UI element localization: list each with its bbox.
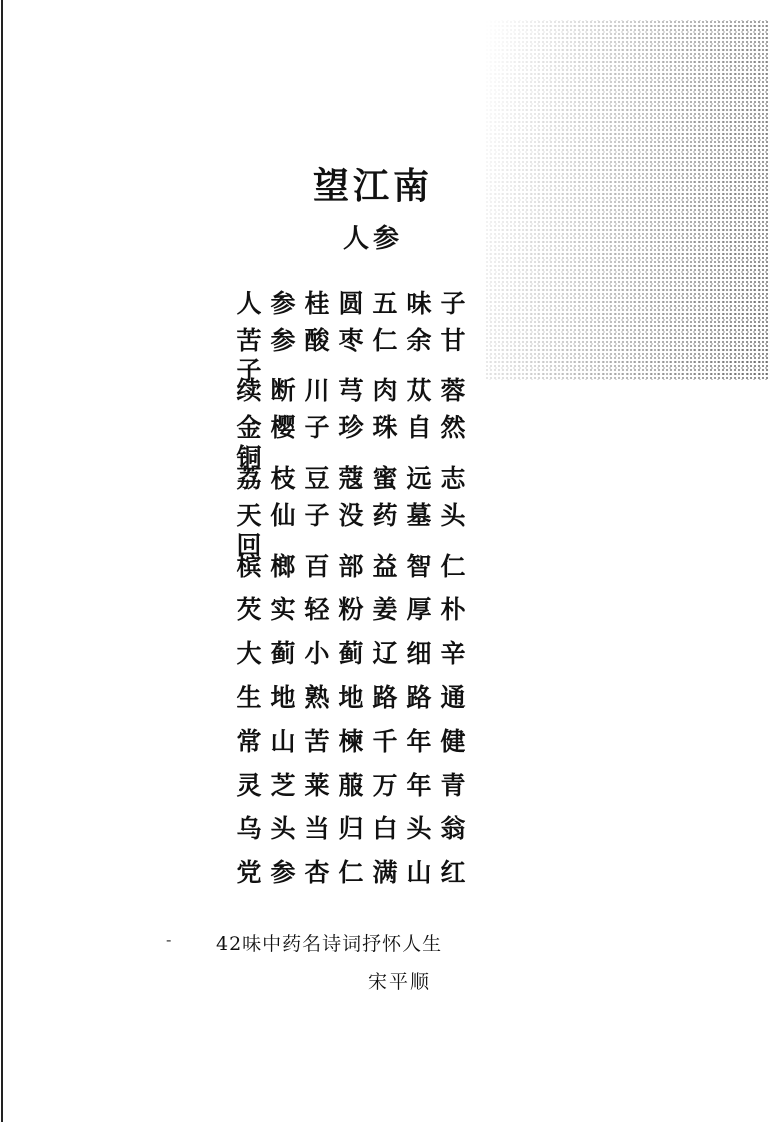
- poem-line: [232, 500, 472, 560]
- poem-char: 地: [338, 683, 364, 713]
- poem-char: 山: [270, 726, 296, 756]
- poem-char: 蓉: [440, 376, 466, 406]
- dash-mark: -: [166, 930, 172, 949]
- poem-char: 楝: [338, 726, 364, 756]
- poem-char: 芎: [338, 376, 364, 406]
- poem-char: 百: [304, 551, 330, 581]
- poem-line: [232, 413, 472, 473]
- poem-char: 辽: [372, 639, 398, 669]
- poem-char: 圆: [338, 288, 364, 318]
- poem-char: 实: [270, 595, 296, 625]
- poem-char: 辛: [440, 639, 466, 669]
- poem-char: 余: [406, 325, 432, 355]
- poem-char: 川: [304, 376, 330, 406]
- poem-char: 头: [270, 814, 296, 844]
- poem-line: [232, 457, 472, 501]
- poem-char: 天: [236, 500, 262, 530]
- poem-line: [232, 720, 472, 764]
- poem-char: 荔: [236, 464, 262, 494]
- poem-char: 仁: [372, 325, 398, 355]
- author-name: 宋平顺: [368, 971, 432, 993]
- poem-char: 益: [372, 551, 398, 581]
- poem-char: 蓟: [338, 639, 364, 669]
- poem-char: 莱: [304, 770, 330, 800]
- poem-char: 归: [338, 814, 364, 844]
- poem-line: [232, 589, 472, 633]
- poem-title: 望江南: [312, 165, 433, 207]
- poem-char: 朴: [440, 595, 466, 625]
- poem-line: [232, 676, 472, 720]
- poem-char: 部: [338, 551, 364, 581]
- poem-char: 路: [372, 683, 398, 713]
- poem-line: [232, 851, 472, 895]
- poem-char: 小: [304, 639, 330, 669]
- poem-char: 蔻: [338, 464, 364, 494]
- poem-char: 当: [304, 814, 330, 844]
- poem-char: 子: [236, 355, 262, 385]
- poem-char: 回: [236, 530, 262, 560]
- poem-char: 子: [304, 500, 330, 530]
- poem-char: 枣: [338, 325, 364, 355]
- poem-char: 年: [406, 726, 432, 756]
- poem-char: 苁: [406, 376, 432, 406]
- poem-char: 健: [440, 726, 466, 756]
- poem-body: [232, 282, 472, 895]
- poem-char: 桂: [304, 288, 330, 318]
- poem-char: 万: [372, 770, 398, 800]
- poem-char: 轻: [304, 595, 330, 625]
- poem-char: 远: [406, 464, 432, 494]
- poem-char: 千: [372, 726, 398, 756]
- poem-char: 樱: [270, 413, 296, 443]
- poem-char: 细: [406, 639, 432, 669]
- poem-char: 党: [236, 858, 262, 888]
- poem-char: 苦: [236, 325, 262, 355]
- poem-char: 灵: [236, 770, 262, 800]
- poem-char: 味: [406, 288, 432, 318]
- poem-char: 山: [406, 858, 432, 888]
- poem-line: [232, 545, 472, 589]
- poem-char: 甘: [440, 325, 466, 355]
- poem-char: 青: [440, 770, 466, 800]
- poem-char: 姜: [372, 595, 398, 625]
- poem-char: 参: [270, 325, 296, 355]
- poem-char: 续: [236, 376, 262, 406]
- poem-char: 仙: [270, 500, 296, 530]
- poem-line: [232, 282, 472, 326]
- poem-char: 豆: [304, 464, 330, 494]
- poem-char: 常: [236, 726, 262, 756]
- poem-char: 红: [440, 858, 466, 888]
- poem-char: 珠: [372, 413, 398, 443]
- poem-char: 白: [372, 814, 398, 844]
- poem-line: [232, 764, 472, 808]
- poem-subtitle: 人参: [342, 224, 403, 254]
- poem-char: 菔: [338, 770, 364, 800]
- poem-char: 子: [304, 413, 330, 443]
- poem-char: 厚: [406, 595, 432, 625]
- poem-char: 芡: [236, 595, 262, 625]
- poem-char: 年: [406, 770, 432, 800]
- poem-char: 熟: [304, 683, 330, 713]
- poem-char: 肉: [372, 376, 398, 406]
- poem-char: 珍: [338, 413, 364, 443]
- poem-char: 杏: [304, 858, 330, 888]
- poem-line: [232, 325, 472, 385]
- poem-char: 没: [338, 500, 364, 530]
- poem-char: 苦: [304, 726, 330, 756]
- poem-char: 参: [270, 858, 296, 888]
- poem-char: 自: [406, 413, 432, 443]
- poem-char: 粉: [338, 595, 364, 625]
- poem-char: 然: [440, 413, 466, 443]
- poem-char: 芝: [270, 770, 296, 800]
- poem-char: 药: [372, 500, 398, 530]
- poem-char: 枝: [270, 464, 296, 494]
- poem-char: 榔: [270, 551, 296, 581]
- poem-char: 生: [236, 683, 262, 713]
- poem-char: 子: [440, 288, 466, 318]
- poem-char: 蓟: [270, 639, 296, 669]
- poem-char: 仁: [440, 551, 466, 581]
- poem-char: 槟: [236, 551, 262, 581]
- poem-char: 地: [270, 683, 296, 713]
- poem-char: 墓: [406, 500, 432, 530]
- poem-char: 断: [270, 376, 296, 406]
- poem-char: 参: [270, 288, 296, 318]
- poem-char: 头: [406, 814, 432, 844]
- poem-char: 满: [372, 858, 398, 888]
- poem-char: 酸: [304, 325, 330, 355]
- poem-char: 人: [236, 288, 262, 318]
- poem-char: 翁: [440, 814, 466, 844]
- source-caption: 42味中药名诗词抒怀人生: [216, 933, 443, 955]
- poem-line: [232, 370, 472, 414]
- poem-char: 蜜: [372, 464, 398, 494]
- poem-char: 五: [372, 288, 398, 318]
- poem-char: 仁: [338, 858, 364, 888]
- poem-char: 铜: [236, 443, 262, 473]
- poem-char: 金: [236, 413, 262, 443]
- poem-char: 志: [440, 464, 466, 494]
- poem-line: [232, 808, 472, 852]
- poem-char: 智: [406, 551, 432, 581]
- poem-char: 头: [440, 500, 466, 530]
- poem-char: 大: [236, 639, 262, 669]
- poem-char: 乌: [236, 814, 262, 844]
- poem-char: 路: [406, 683, 432, 713]
- poem-line: [232, 632, 472, 676]
- poem-char: 通: [440, 683, 466, 713]
